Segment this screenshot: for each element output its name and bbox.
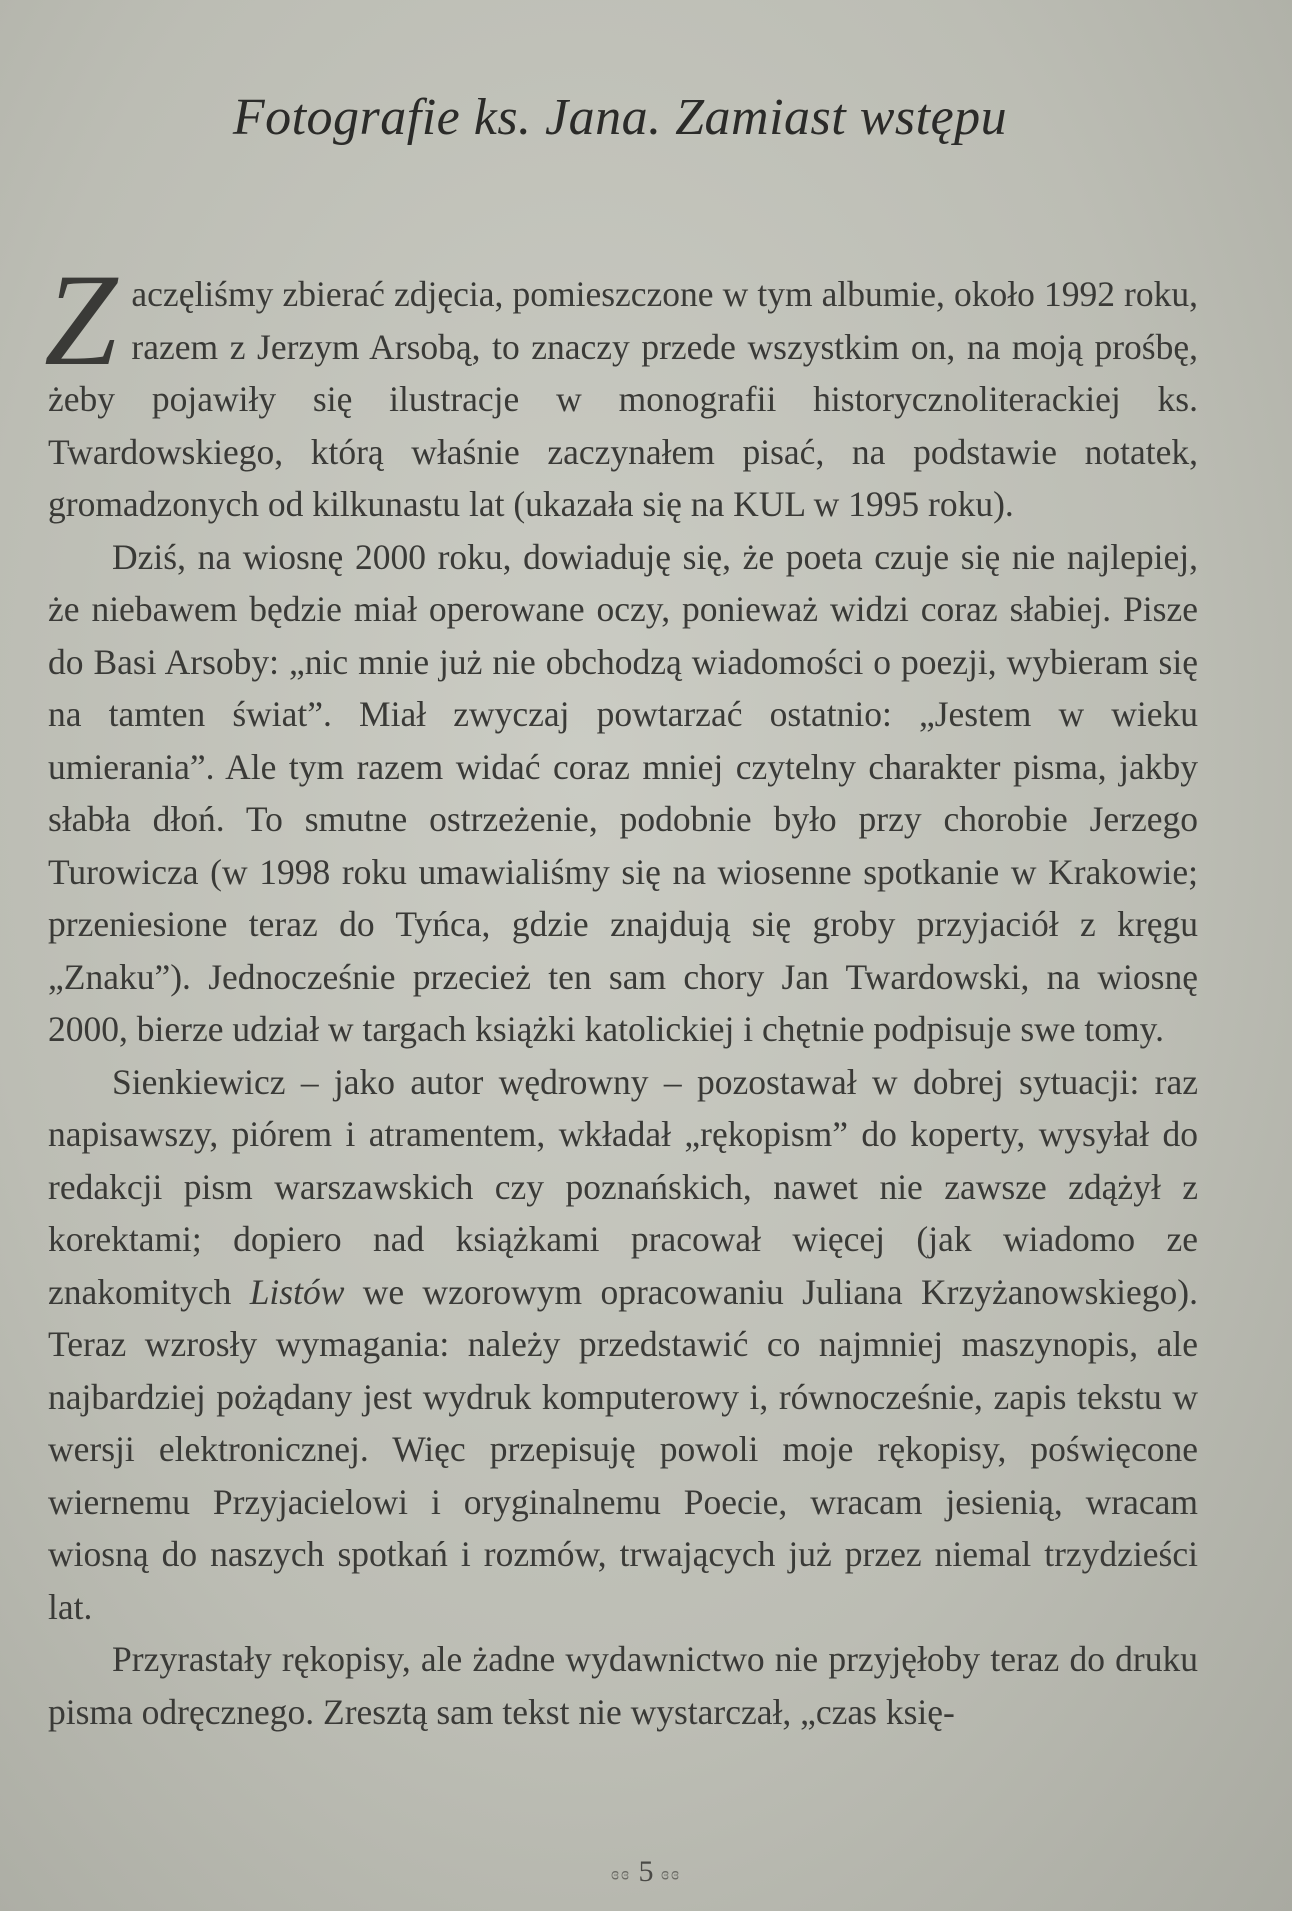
paragraph-1	[44, 246, 1198, 531]
paragraph-3-text-b: we wzorowym opracowaniu Juliana Krzyżanowskiego). Teraz wzrosły wymagania: należy przedstawić co najmniej maszynopis, ale najbardziej pożądany jest wydruk komputerowy i, równocześnie, zapis tekstu w wersji elektronicznej. Więc przepisuję powoli moje rękopisy, poświęcone wiernemu Przyjacielowi i oryginalnemu Poecie, wracam jesienią, wracam wiosną do naszych spotkań i rozmów, trwających już przez niemal trzydzieści lat.	[48, 1271, 1198, 1627]
drop-cap: Z	[44, 246, 118, 393]
body-text	[44, 246, 1198, 1738]
paragraph-3-text-a: Sienkiewicz – jako autor wędrowny – pozostawał w dobrej sytuacji: raz napisawszy, piórem i atramentem, wkładał „rękopism” do koperty, wysyłał do redakcji pism warszawskich czy poznańskich, nawet nie zawsze zdążył z korektami; dopiero nad książkami pracował więcej (jak wiadomo ze znakomitych	[48, 1061, 1198, 1312]
page-number: 5	[638, 1855, 654, 1888]
paragraph-4: Przyrastały rękopisy, ale żadne wydawnictwo nie przyjęłoby teraz do druku pisma odręcznego. Zresztą sam tekst nie wystarczał, „czas księ-	[48, 1639, 1198, 1732]
page-number-footer	[0, 1855, 1292, 1889]
italic-title-listow: Listów	[249, 1271, 345, 1312]
paragraph-1-text: aczęliśmy zbierać zdjęcia, pomieszczone w tym albumie, około 1992 roku, razem z Jerzym Arsobą, to znaczy przede wszystkim on, na moją prośbę, żeby pojawiły się ilustracje w monografii historycznoliterackiej ks. Twardowskiego, którą właśnie zaczynałem pisać, na podstawie notatek, gromadzonych od kilkunastu lat (ukazała się na KUL w 1995 roku).	[48, 274, 1198, 524]
paragraph-2: Dziś, na wiosnę 2000 roku, dowiaduję się, że poeta czuje się nie najlepiej, że niebawem będzie miał operowane oczy, ponieważ widzi coraz słabiej. Pisze do Basi Arsoby: „nic mnie już nie obchodzą wiadomości o poezji, wybieram się na tamten świat”. Miał zwyczaj powtarzać ostatnio: „Jestem w wieku umierania”. Ale tym razem widać coraz mniej czytelny charakter pisma, jakby słabła dłoń. To smutne ostrzeżenie, podobnie było przy chorobie Jerzego Turowicza (w 1998 roku umawialiśmy się na wiosenne spotkanie w Krakowie; przeniesione teraz do Tyńca, gdzie znajdują się groby przyjaciół z kręgu „Znaku”). Jednocześnie przecież ten sam chory Jan Twardowski, na wiosnę 2000, bierze udział w targach książki katolickiej i chętnie podpisuje swe tomy.	[48, 536, 1198, 1049]
ornament-left-icon: ɞɞ	[611, 1863, 631, 1884]
paragraph-3	[48, 1056, 1198, 1634]
ornament-right-icon: ɞɞ	[661, 1863, 681, 1884]
chapter-title: Fotografie ks. Jana. Zamiast wstępu	[232, 89, 1008, 146]
